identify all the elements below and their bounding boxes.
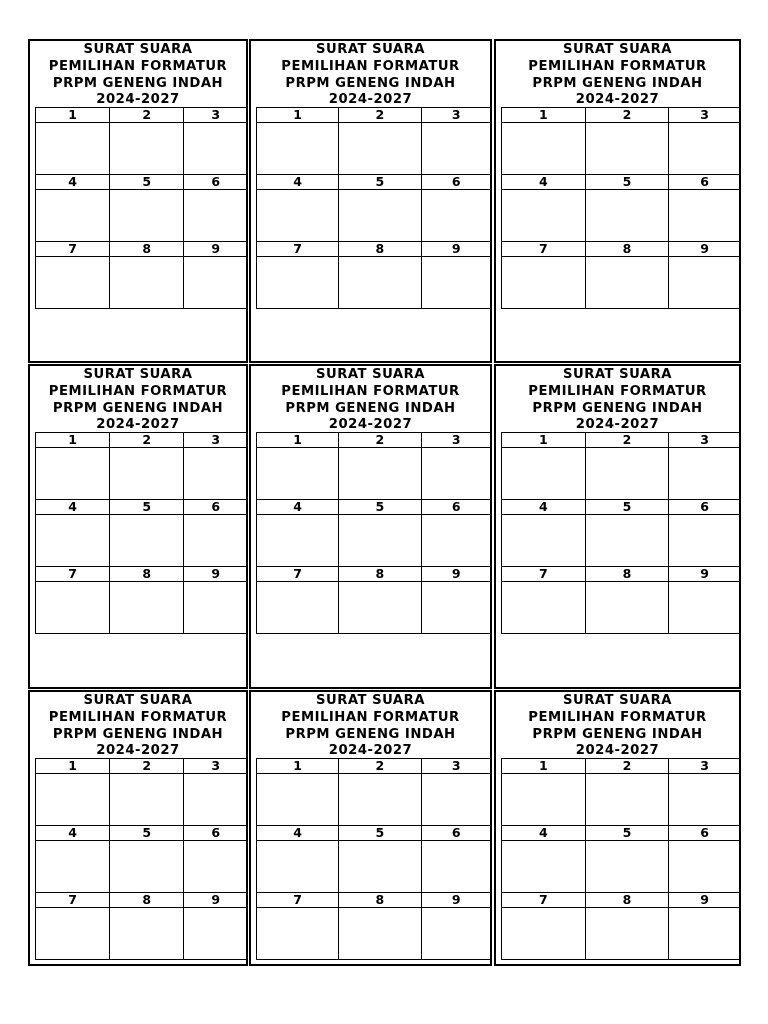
vote-box[interactable] [339,448,421,500]
number-row [502,433,741,448]
vote-box-row [257,908,492,960]
vote-box[interactable] [257,190,339,242]
ballot-title-line: PEMILIHAN FORMATUR [281,58,460,74]
number-row [257,759,492,774]
vote-box[interactable] [257,123,339,175]
vote-box[interactable] [339,257,421,309]
candidate-number: 7 [257,242,339,257]
candidate-number: 1 [36,759,110,774]
vote-box[interactable] [502,123,586,175]
candidate-number: 2 [110,433,184,448]
vote-box[interactable] [36,515,110,567]
vote-box[interactable] [110,448,184,500]
ballot-title-line: PEMILIHAN FORMATUR [48,383,228,399]
ballot-title-line: 2024-2027 [96,743,180,759]
candidate-number: 7 [257,567,339,582]
ballot-title-line: PRPM GENENG INDAH [532,726,703,742]
candidate-number: 6 [184,175,248,190]
ballot-title-line: SURAT SUARA [563,367,672,382]
candidate-number: 1 [502,108,586,123]
vote-box[interactable] [36,448,110,500]
number-row [257,242,492,257]
candidate-grid [35,107,248,309]
vote-box[interactable] [339,123,421,175]
ballot-title-line: SURAT SUARA [83,367,193,382]
candidate-number: 1 [502,759,586,774]
vote-box[interactable] [36,841,110,893]
candidate-number: 3 [421,759,492,774]
vote-box[interactable] [585,257,669,309]
ballot-title [30,42,246,109]
vote-box[interactable] [110,257,184,309]
candidate-number: 2 [585,759,669,774]
ballot-title-line: SURAT SUARA [316,693,425,708]
candidate-number: 9 [669,567,741,582]
vote-box[interactable] [669,582,741,634]
vote-box[interactable] [585,448,669,500]
vote-box[interactable] [339,190,421,242]
number-row [502,567,741,582]
vote-box-row [502,515,741,567]
ballot-title [496,42,739,109]
vote-box[interactable] [110,582,184,634]
ballot-title-line: PEMILIHAN FORMATUR [48,709,228,725]
candidate-number: 8 [110,567,184,582]
vote-box[interactable] [669,774,741,826]
candidate-number: 6 [669,500,741,515]
vote-box[interactable] [257,582,339,634]
number-row [36,567,248,582]
candidate-number: 5 [585,826,669,841]
vote-box[interactable] [502,774,586,826]
candidate-number: 8 [339,567,421,582]
candidate-number: 2 [110,759,184,774]
ballot-title-line: PRPM GENENG INDAH [532,400,703,416]
candidate-number: 4 [257,175,339,190]
vote-box[interactable] [585,582,669,634]
candidate-grid [256,107,492,309]
candidate-grid [501,107,741,309]
vote-box[interactable] [184,123,248,175]
vote-box-row [36,908,248,960]
ballot-title-line: PRPM GENENG INDAH [52,75,224,91]
vote-box[interactable] [421,515,492,567]
vote-box-row [257,515,492,567]
vote-box[interactable] [669,448,741,500]
number-row [257,500,492,515]
number-row [36,175,248,190]
vote-box[interactable] [585,190,669,242]
candidate-number: 7 [36,567,110,582]
vote-box[interactable] [36,123,110,175]
number-row [36,108,248,123]
ballot-card [28,39,248,363]
candidate-grid [35,758,248,960]
ballot-title-line: SURAT SUARA [316,42,425,57]
ballot-title-line: PRPM GENENG INDAH [285,726,456,742]
vote-box[interactable] [339,841,421,893]
vote-box[interactable] [110,774,184,826]
candidate-number: 5 [339,175,421,190]
ballot-title-line: SURAT SUARA [83,693,193,708]
vote-box[interactable] [502,257,586,309]
vote-box-row [36,582,248,634]
number-row [36,433,248,448]
candidate-number: 6 [421,826,492,841]
ballot-card [28,364,248,689]
vote-box[interactable] [502,448,586,500]
vote-box[interactable] [184,448,248,500]
candidate-number: 3 [669,108,741,123]
candidate-number: 6 [184,826,248,841]
ballot-title-line: 2024-2027 [575,743,660,759]
candidate-number: 5 [110,826,184,841]
vote-box-row [502,123,741,175]
ballot-title-line: PEMILIHAN FORMATUR [281,709,460,725]
ballot-title-line: 2024-2027 [96,417,180,433]
vote-box[interactable] [339,515,421,567]
ballot-title-line: PEMILIHAN FORMATUR [528,58,707,74]
ballot-title-line: 2024-2027 [328,417,413,433]
ballot-title-line: PRPM GENENG INDAH [285,400,456,416]
vote-box[interactable] [110,123,184,175]
vote-box[interactable] [257,841,339,893]
vote-box[interactable] [110,515,184,567]
number-row [36,759,248,774]
vote-box[interactable] [257,908,339,960]
vote-box-row [257,190,492,242]
candidate-number: 8 [110,893,184,908]
candidate-number: 4 [36,826,110,841]
ballot-card [249,690,492,966]
vote-box[interactable] [585,515,669,567]
vote-box[interactable] [184,841,248,893]
candidate-number: 1 [257,433,339,448]
vote-box-row [502,448,741,500]
ballot-title [251,42,490,109]
vote-box-row [257,774,492,826]
vote-box-row [257,582,492,634]
candidate-number: 9 [421,893,492,908]
candidate-number: 8 [585,893,669,908]
candidate-number: 8 [585,567,669,582]
vote-box[interactable] [110,841,184,893]
candidate-number: 3 [669,433,741,448]
ballot-title-line: 2024-2027 [575,92,660,108]
ballot-title-line: PRPM GENENG INDAH [532,75,703,91]
ballot-card [494,39,741,363]
ballot-title-line: PEMILIHAN FORMATUR [281,383,460,399]
ballot-title-line: 2024-2027 [328,92,413,108]
vote-box[interactable] [421,774,492,826]
candidate-number: 8 [110,242,184,257]
candidate-number: 4 [502,500,586,515]
vote-box[interactable] [421,123,492,175]
candidate-number: 1 [36,108,110,123]
ballot-title-line: PEMILIHAN FORMATUR [528,383,707,399]
candidate-number: 8 [339,893,421,908]
candidate-number: 6 [669,175,741,190]
ballot-card [249,364,492,689]
candidate-number: 2 [585,433,669,448]
number-row [502,500,741,515]
candidate-number: 3 [184,108,248,123]
vote-box[interactable] [257,257,339,309]
candidate-number: 7 [257,893,339,908]
vote-box[interactable] [585,908,669,960]
vote-box-row [257,123,492,175]
vote-box[interactable] [502,515,586,567]
vote-box[interactable] [585,841,669,893]
vote-box-row [257,841,492,893]
candidate-number: 4 [257,826,339,841]
vote-box[interactable] [421,257,492,309]
candidate-number: 2 [339,108,421,123]
vote-box-row [36,841,248,893]
vote-box-row [36,123,248,175]
candidate-number: 9 [184,893,248,908]
candidate-number: 8 [339,242,421,257]
ballot-title [496,693,739,760]
vote-box[interactable] [36,908,110,960]
candidate-number: 7 [36,893,110,908]
vote-box[interactable] [585,123,669,175]
candidate-number: 1 [257,108,339,123]
vote-box-row [502,582,741,634]
ballot-title-line: 2024-2027 [328,743,413,759]
vote-box-row [36,515,248,567]
vote-box[interactable] [110,908,184,960]
vote-box-row [502,257,741,309]
vote-box[interactable] [669,515,741,567]
vote-box-row [502,841,741,893]
candidate-number: 6 [421,175,492,190]
candidate-number: 2 [339,433,421,448]
candidate-number: 7 [502,567,586,582]
vote-box[interactable] [421,908,492,960]
number-row [36,826,248,841]
ballot-title-line: PEMILIHAN FORMATUR [528,709,707,725]
vote-box[interactable] [585,774,669,826]
number-row [36,242,248,257]
ballot-title-line: SURAT SUARA [316,367,425,382]
ballot-title-line: SURAT SUARA [563,693,672,708]
candidate-grid [256,758,492,960]
candidate-number: 4 [502,175,586,190]
vote-box[interactable] [36,190,110,242]
candidate-number: 3 [421,108,492,123]
candidate-number: 9 [421,567,492,582]
vote-box[interactable] [339,582,421,634]
vote-box[interactable] [502,908,586,960]
vote-box[interactable] [421,448,492,500]
vote-box[interactable] [669,123,741,175]
number-row [257,567,492,582]
ballot-card [249,39,492,363]
candidate-number: 4 [257,500,339,515]
number-row [502,242,741,257]
vote-box-row [257,448,492,500]
ballot-title-line: 2024-2027 [575,417,660,433]
ballot-title-line: SURAT SUARA [563,42,672,57]
candidate-number: 9 [669,893,741,908]
number-row [36,500,248,515]
vote-box[interactable] [184,582,248,634]
vote-box[interactable] [669,190,741,242]
number-row [257,826,492,841]
candidate-number: 8 [585,242,669,257]
candidate-number: 7 [502,242,586,257]
candidate-number: 5 [339,826,421,841]
candidate-number: 3 [184,759,248,774]
ballot-sheet [28,39,741,967]
ballot-card [28,690,248,966]
candidate-number: 5 [110,500,184,515]
ballot-title-line: 2024-2027 [96,92,180,108]
vote-box[interactable] [184,190,248,242]
candidate-number: 5 [585,175,669,190]
candidate-number: 7 [36,242,110,257]
vote-box[interactable] [36,582,110,634]
candidate-number: 4 [36,500,110,515]
candidate-number: 6 [184,500,248,515]
vote-box[interactable] [184,774,248,826]
vote-box[interactable] [669,908,741,960]
candidate-number: 5 [585,500,669,515]
candidate-grid [501,758,741,960]
candidate-number: 1 [257,759,339,774]
vote-box-row [257,257,492,309]
number-row [502,175,741,190]
vote-box-row [36,257,248,309]
vote-box[interactable] [502,582,586,634]
vote-box[interactable] [36,257,110,309]
candidate-number: 2 [585,108,669,123]
candidate-number: 4 [502,826,586,841]
vote-box[interactable] [184,257,248,309]
number-row [36,893,248,908]
vote-box[interactable] [339,908,421,960]
candidate-number: 2 [110,108,184,123]
ballot-title [251,367,490,434]
candidate-number: 9 [669,242,741,257]
vote-box[interactable] [257,448,339,500]
ballot-title-line: PRPM GENENG INDAH [52,726,224,742]
candidate-number: 1 [502,433,586,448]
candidate-number: 7 [502,893,586,908]
candidate-number: 6 [669,826,741,841]
ballot-title-line: SURAT SUARA [83,42,193,57]
candidate-number: 1 [36,433,110,448]
number-row [502,759,741,774]
ballot-title-line: PEMILIHAN FORMATUR [48,58,228,74]
number-row [257,108,492,123]
vote-box[interactable] [257,774,339,826]
candidate-number: 5 [110,175,184,190]
vote-box-row [36,774,248,826]
candidate-number: 3 [184,433,248,448]
vote-box[interactable] [502,841,586,893]
vote-box[interactable] [110,190,184,242]
number-row [502,826,741,841]
vote-box-row [502,190,741,242]
ballot-title [30,367,246,434]
ballot-card [494,364,741,689]
ballot-title-line: PRPM GENENG INDAH [52,400,224,416]
candidate-grid [501,432,741,634]
candidate-number: 4 [36,175,110,190]
vote-box-row [502,908,741,960]
candidate-number: 9 [421,242,492,257]
ballot-title [496,367,739,434]
candidate-grid [35,432,248,634]
candidate-number: 5 [339,500,421,515]
candidate-number: 3 [421,433,492,448]
candidate-number: 6 [421,500,492,515]
vote-box[interactable] [669,841,741,893]
vote-box[interactable] [339,774,421,826]
vote-box[interactable] [184,908,248,960]
ballot-title [251,693,490,760]
vote-box[interactable] [421,190,492,242]
candidate-number: 2 [339,759,421,774]
number-row [502,108,741,123]
vote-box[interactable] [184,515,248,567]
ballot-card [494,690,741,966]
vote-box-row [36,190,248,242]
candidate-grid [256,432,492,634]
vote-box[interactable] [502,190,586,242]
vote-box[interactable] [36,774,110,826]
vote-box-row [502,774,741,826]
ballot-title-line: PRPM GENENG INDAH [285,75,456,91]
number-row [502,893,741,908]
candidate-number: 3 [669,759,741,774]
candidate-number: 9 [184,242,248,257]
number-row [257,433,492,448]
vote-box[interactable] [257,515,339,567]
vote-box[interactable] [421,841,492,893]
number-row [257,893,492,908]
number-row [257,175,492,190]
ballot-title [30,693,246,760]
vote-box[interactable] [669,257,741,309]
vote-box-row [36,448,248,500]
candidate-number: 9 [184,567,248,582]
vote-box[interactable] [421,582,492,634]
